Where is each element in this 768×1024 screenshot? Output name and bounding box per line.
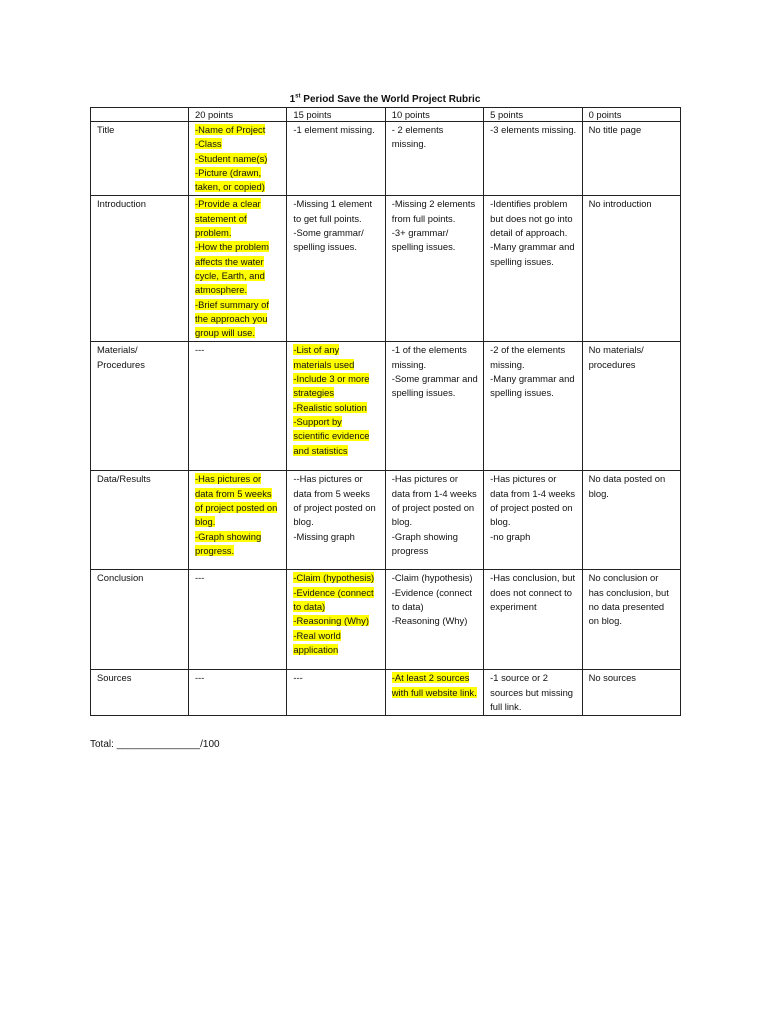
rubric-cell-15-points bbox=[287, 196, 385, 342]
criterion-text: -3 elements missing. bbox=[490, 124, 577, 135]
criterion-text: -Missing graph bbox=[293, 530, 355, 542]
criterion-text: -Graph showing progress bbox=[391, 530, 458, 556]
criterion-text: -Evidence (connect to data) bbox=[391, 586, 473, 613]
highlighted-text: -Name of Project bbox=[195, 124, 266, 135]
header-cell-criteria bbox=[91, 108, 189, 122]
criterion-line bbox=[392, 586, 478, 615]
highlighted-text: -Claim (hypothesis) bbox=[293, 572, 375, 584]
criterion-line bbox=[195, 152, 281, 166]
criterion-text: -1 source or 2 sources but missing full link. bbox=[490, 672, 574, 713]
criterion-line bbox=[392, 472, 478, 529]
highlighted-text: -Student name(s) bbox=[195, 152, 268, 164]
criterion-line bbox=[293, 571, 379, 585]
rubric-row bbox=[91, 670, 681, 716]
criterion-line bbox=[490, 197, 576, 240]
criterion-line bbox=[293, 372, 379, 401]
rubric-cell-10-points bbox=[385, 342, 483, 471]
criterion-text: -Some grammar/ spelling issues. bbox=[293, 227, 364, 253]
highlighted-text: -Provide a clear statement of problem. bbox=[195, 198, 261, 239]
header-cell-20-points: 20 points bbox=[189, 108, 287, 122]
rubric-cell-10-points bbox=[385, 122, 483, 196]
rubric-cell-0-points bbox=[582, 122, 680, 196]
rubric-cell-10-points bbox=[385, 670, 483, 716]
rubric-cell-5-points bbox=[484, 196, 582, 342]
criterion-line bbox=[392, 671, 478, 700]
rubric-cell-0-points bbox=[582, 196, 680, 342]
criterion-text: --Has pictures or data from 5 weeks of project posted on blog. bbox=[293, 473, 376, 528]
criterion-line bbox=[293, 415, 379, 458]
total-suffix: /100 bbox=[200, 739, 220, 750]
criterion-line bbox=[195, 571, 281, 585]
rubric-cell-10-points bbox=[385, 570, 483, 670]
row-label: Introduction bbox=[91, 196, 189, 342]
criterion-line bbox=[195, 298, 281, 341]
criterion-line bbox=[589, 571, 675, 628]
criterion-text: No materials/ procedures bbox=[588, 344, 644, 370]
rubric-row bbox=[91, 471, 681, 570]
highlighted-text: -Include 3 or more strategies bbox=[293, 373, 370, 399]
rubric-body bbox=[91, 122, 681, 716]
criterion-line bbox=[490, 671, 576, 714]
row-label: Sources bbox=[91, 670, 189, 716]
criterion-text: -Reasoning (Why) bbox=[391, 615, 468, 627]
criterion-line bbox=[589, 671, 675, 685]
header-row bbox=[91, 108, 681, 122]
criterion-text: -1 element missing. bbox=[293, 124, 375, 135]
criterion-line bbox=[195, 343, 281, 357]
total-label: Total: bbox=[90, 739, 114, 750]
criterion-line bbox=[293, 343, 379, 372]
criterion-line bbox=[293, 226, 379, 255]
criterion-text: -Claim (hypothesis) bbox=[391, 572, 473, 584]
criterion-text: No data posted on blog. bbox=[588, 473, 666, 499]
rubric-cell-5-points bbox=[484, 342, 582, 471]
criterion-line bbox=[392, 123, 478, 152]
rubric-cell-10-points bbox=[385, 471, 483, 570]
rubric-cell-20-points bbox=[189, 122, 287, 196]
rubric-cell-20-points bbox=[189, 471, 287, 570]
rubric-cell-20-points bbox=[189, 670, 287, 716]
rubric-row bbox=[91, 570, 681, 670]
rubric-cell-0-points bbox=[582, 670, 680, 716]
criterion-line bbox=[490, 472, 576, 529]
rubric-cell-15-points bbox=[287, 122, 385, 196]
criterion-line bbox=[195, 197, 281, 240]
rubric-cell-20-points bbox=[189, 570, 287, 670]
rubric-row bbox=[91, 342, 681, 471]
criterion-line bbox=[490, 372, 576, 401]
criterion-line bbox=[392, 614, 478, 628]
rubric-cell-15-points bbox=[287, 471, 385, 570]
criterion-line bbox=[589, 123, 675, 137]
criterion-line bbox=[293, 472, 379, 529]
criterion-text: No conclusion or has conclusion, but no data presented on blog. bbox=[588, 572, 669, 627]
rubric-cell-5-points bbox=[484, 670, 582, 716]
criterion-text: -Many grammar and spelling issues. bbox=[490, 241, 575, 267]
criterion-text: --- bbox=[195, 572, 205, 584]
criterion-line bbox=[293, 671, 379, 685]
title-text: Period Save the World Project Rubric bbox=[300, 94, 481, 105]
rubric-cell-20-points bbox=[189, 196, 287, 342]
highlighted-text: -At least 2 sources with full website link. bbox=[391, 672, 477, 698]
highlighted-text: -Evidence (connect to data) bbox=[293, 586, 374, 613]
highlighted-text: -Realistic solution bbox=[293, 401, 367, 413]
criterion-text: - 2 elements missing. bbox=[391, 124, 444, 150]
criterion-text: -2 of the elements missing. bbox=[490, 344, 566, 370]
criterion-line bbox=[195, 530, 281, 559]
criterion-line bbox=[392, 343, 478, 372]
rubric-cell-0-points bbox=[582, 570, 680, 670]
criterion-line bbox=[490, 343, 576, 372]
criterion-line bbox=[392, 197, 478, 226]
rubric-cell-15-points bbox=[287, 670, 385, 716]
highlighted-text: -How the problem affects the water cycle, Earth, and atmosphere. bbox=[195, 241, 269, 296]
rubric-cell-10-points bbox=[385, 196, 483, 342]
criterion-line bbox=[293, 123, 379, 137]
criterion-line bbox=[293, 530, 379, 544]
criterion-line bbox=[195, 671, 281, 685]
criterion-line bbox=[490, 530, 576, 544]
header-cell-5-points: 5 points bbox=[484, 108, 582, 122]
criterion-line bbox=[195, 472, 281, 529]
criterion-text: -Identifies problem but does not go into detail of approach. bbox=[490, 198, 573, 239]
criterion-line bbox=[490, 571, 576, 614]
header-cell-15-points: 15 points bbox=[287, 108, 385, 122]
criterion-text: -Has pictures or data from 1-4 weeks of project posted on blog. bbox=[391, 473, 477, 528]
header-cell-10-points: 10 points bbox=[385, 108, 483, 122]
criterion-line bbox=[392, 571, 478, 585]
criterion-line bbox=[293, 401, 379, 415]
criterion-line bbox=[589, 472, 675, 501]
rubric-cell-15-points bbox=[287, 570, 385, 670]
criterion-text: -Some grammar and spelling issues. bbox=[391, 373, 478, 399]
highlighted-text: -List of any materials used bbox=[293, 344, 355, 370]
rubric-title bbox=[90, 94, 680, 106]
highlighted-text: -Has pictures or data from 5 weeks of project posted on blog. bbox=[195, 473, 278, 528]
criterion-line bbox=[195, 137, 281, 151]
header-cell-0-points: 0 points bbox=[582, 108, 680, 122]
criterion-text: No sources bbox=[588, 672, 636, 684]
criterion-text: -Has pictures or data from 1-4 weeks of project posted on blog. bbox=[490, 473, 576, 528]
rubric-cell-0-points bbox=[582, 471, 680, 570]
row-label: Conclusion bbox=[91, 570, 189, 670]
criterion-text: -3+ grammar/ spelling issues. bbox=[391, 227, 456, 253]
criterion-line bbox=[293, 614, 379, 628]
criterion-text: -Missing 2 elements from full points. bbox=[391, 198, 476, 224]
criterion-line bbox=[293, 586, 379, 615]
row-label: Materials/ Procedures bbox=[91, 342, 189, 471]
highlighted-text: -Real world application bbox=[293, 629, 341, 655]
title-superscript: st bbox=[295, 93, 301, 100]
rubric-row bbox=[91, 196, 681, 342]
highlighted-text: -Support by scientific evidence and statistics bbox=[293, 415, 370, 456]
criterion-text: -Missing 1 element to get full points. bbox=[293, 198, 373, 224]
highlighted-text: -Picture (drawn, taken, or copied) bbox=[195, 166, 265, 193]
criterion-line bbox=[392, 530, 478, 559]
rubric-table bbox=[90, 107, 681, 716]
highlighted-text: -Reasoning (Why) bbox=[293, 615, 369, 627]
criterion-line bbox=[195, 123, 281, 137]
criterion-line bbox=[293, 197, 379, 226]
rubric-cell-5-points bbox=[484, 570, 582, 670]
criterion-line bbox=[293, 629, 379, 658]
criterion-text: -1 of the elements missing. bbox=[391, 344, 467, 370]
criterion-text: -Has conclusion, but does not connect to experiment bbox=[490, 572, 576, 613]
row-label: Data/Results bbox=[91, 471, 189, 570]
rubric-row bbox=[91, 122, 681, 196]
row-label: Title bbox=[91, 122, 189, 196]
criterion-line bbox=[589, 343, 675, 372]
criterion-line bbox=[195, 240, 281, 297]
highlighted-text: -Graph showing progress. bbox=[195, 530, 262, 556]
criterion-line bbox=[392, 372, 478, 401]
total-blank: _______________ bbox=[116, 739, 201, 750]
criterion-text: --- bbox=[195, 344, 205, 356]
criterion-text: -no graph bbox=[490, 530, 531, 542]
highlighted-text: -Class bbox=[195, 138, 222, 150]
rubric-cell-5-points bbox=[484, 122, 582, 196]
criterion-line bbox=[195, 166, 281, 195]
criterion-text: --- bbox=[293, 672, 303, 684]
criterion-text: --- bbox=[195, 672, 205, 684]
rubric-cell-15-points bbox=[287, 342, 385, 471]
criterion-line bbox=[392, 226, 478, 255]
rubric-cell-0-points bbox=[582, 342, 680, 471]
rubric-cell-5-points bbox=[484, 471, 582, 570]
criterion-text: No introduction bbox=[588, 198, 652, 210]
criterion-text: No title page bbox=[588, 124, 642, 135]
criterion-line bbox=[589, 197, 675, 211]
title-number: 1 bbox=[289, 94, 296, 105]
criterion-line bbox=[490, 240, 576, 269]
rubric-cell-20-points bbox=[189, 342, 287, 471]
total-line bbox=[90, 739, 220, 751]
highlighted-text: -Brief summary of the approach you group will use. bbox=[195, 298, 269, 339]
criterion-line bbox=[490, 123, 576, 137]
criterion-text: -Many grammar and spelling issues. bbox=[490, 373, 575, 399]
